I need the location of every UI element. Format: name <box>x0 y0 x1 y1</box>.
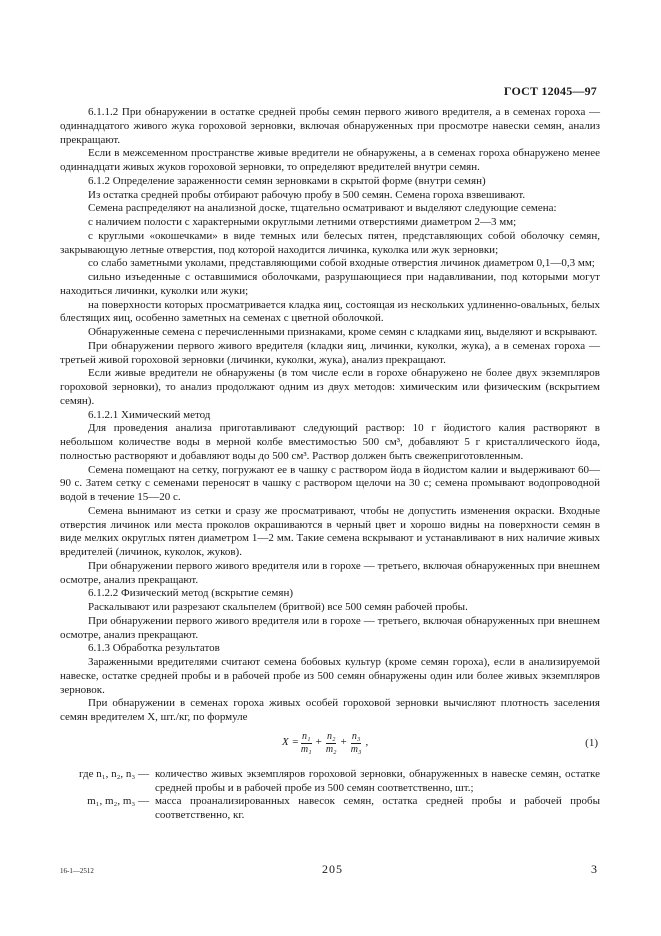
list-item: с наличием полости с характерными округлыми летними отверстиями диаметром 2—3 мм; <box>88 216 517 228</box>
paragraph: При обнаружении первого живого вредителя (кладки яиц, личинки, куколки, жука), а в семенах гороха — третьей живой гороховой зерновки (личинки, куколки, жука), анализ прекращают. <box>60 339 600 366</box>
document-body <box>60 106 600 823</box>
paragraph: При обнаружении первого живого вредителя или в горохе — третьего, включая обнаруженных при внешнем осмотре, анализ прекращают. <box>60 559 600 586</box>
legend-symbol: где n₁, n₂, n₃ — <box>79 767 149 780</box>
legend-row <box>60 795 600 823</box>
plus-sign: + <box>340 736 347 749</box>
paragraph: Раскалывают или разрезают скальпелем (бритвой) все 500 семян рабочей пробы. <box>88 601 468 613</box>
paragraph: При обнаружении первого живого вредителя или в горохе — третьего, включая обнаруженных при внешнем осмотре, анализ прекращают. <box>60 614 600 641</box>
fraction-numerator: n₂ <box>326 730 336 742</box>
fraction-3 <box>351 731 362 756</box>
paragraph: Из остатка средней пробы отбирают рабочую пробу в 500 семян. Семена гороха взвешивают. <box>88 188 526 201</box>
fraction-1 <box>301 731 312 756</box>
page-number-center: 205 <box>322 862 343 876</box>
paragraph: Если в межсеменном пространстве живые вредители не обнаружены, а в семенах гороха обнаружено менее одиннадцати живых жуков гороховой зерновки, то определяют вредителей внутри семян. <box>60 147 600 173</box>
formula-tail: , <box>365 736 369 749</box>
formula-expression <box>282 731 370 756</box>
fraction-2 <box>326 731 337 756</box>
page-number-right: 3 <box>591 862 597 876</box>
paragraph: Семена распределяют на анализной доске, тщательно осматривают и выделяют следующие семена: <box>88 202 557 215</box>
paragraph: Обнаруженные семена с перечисленными признаками, кроме семян с кладками яиц, выделяют и вскрывают. <box>88 326 598 338</box>
section-heading: 6.1.2.2 Физический метод (вскрытие семян) <box>88 587 293 600</box>
paragraph: Семена помещают на сетку, погружают ее в чашку с раствором йода в йодистом калии и выдерживают 60—90 с. Затем сетку с семенами переносят в чашку с раствором щелочи на 30 с; семена промывают водопроводной водой в течение 15—20 с. <box>60 463 600 503</box>
list-item: со слабо заметными уколами, представляющими собой входные отверстия личинок диаметром 0,1—0,3 мм; <box>88 257 595 270</box>
fraction-denominator: m₁ <box>300 743 312 755</box>
paragraph: Семена вынимают из сетки и сразу же просматривают, чтобы не допустить изменения окраски. Входные отверстия личинок или места проколов окрашиваются в черный цвет и хорошо видны на поверхности семян в виде мелких округлых пятен диаметром 1—2 мм. Такие семена вскрывают и устанавливают в них наличие живых вредителей (личинок, куколок, жуков). <box>60 504 600 558</box>
legend-row <box>60 768 600 796</box>
paragraph: Зараженными вредителями считают семена бобовых культур (кроме семян гороха), если в анализируемой навеске, остатке средней пробы и в рабочей пробе из 500 семян обнаружены один или более живых экземпляров зерновок. <box>60 656 600 696</box>
document-standard-title: ГОСТ 12045—97 <box>503 84 597 98</box>
list-item: сильно изъеденные с оставшимися оболочками, разрушающиеся при надавливании, под которыми могут находиться личинки, куколки или жуки; <box>60 271 600 297</box>
list-item: на поверхности которых просматривается кладка яиц, состоящая из нескольких удлиненно-овальных, белых блестящих яиц, особенно заметных на семенах с цветной оболочкой. <box>60 298 600 325</box>
formula <box>60 728 600 766</box>
legend-text: количество живых экземпляров гороховой зерновки, обнаруженных в навеске семян, остатке средней пробы и в рабочей пробе из 500 семян соответственно, шт.; <box>155 767 600 794</box>
equation-number: (1) <box>585 736 598 749</box>
paragraph: Для проведения анализа приготавливают следующий раствор: 10 г йодистого калия растворяют в небольшом количестве воды в мерной колбе вместимостью 500 см³, добавляют 5 г кристаллического йода, полностью растворяют и добавляют воды до 500 см³. Раствор должен быть свежеприготовленным. <box>60 422 600 462</box>
print-code: 16-1—2512 <box>60 867 94 875</box>
formula-lhs: X = <box>282 736 299 749</box>
formula-legend <box>60 768 600 823</box>
fraction-numerator: n₁ <box>302 730 311 742</box>
legend-text: масса проанализированных навесок семян, остатка средней пробы и рабочей пробы соответственно, кг. <box>155 795 600 821</box>
section-heading: 6.1.2 Определение зараженности семян зерновками в скрытой форме (внутри семян) <box>88 174 486 187</box>
paragraph: Если живые вредители не обнаружены (в том числе если в горохе обнаружено не более двух экземпляров гороховой зерновки), то анализ продолжают одним из двух методов: химическим или физическим (вскрытием семян). <box>60 367 600 407</box>
plus-sign: + <box>315 736 322 749</box>
section-heading: 6.1.3 Обработка результатов <box>88 642 220 655</box>
legend-symbol: m₁, m₂, m₃ — <box>87 795 149 808</box>
paragraph: 6.1.1.2 При обнаружении в остатке средней пробы семян первого живого вредителя, а в семенах гороха — одиннадцатого живого жука гороховой зерновки, включая обнаруженных при просмотре навески семян, анализ прекращают. <box>60 106 600 146</box>
list-item: с круглыми «окошечками» в виде темных или белесых пятен, представляющих собой оболочку семян, закрывающую летные отверстия, под которой находится личинка, куколка или жук зерновки; <box>60 229 600 256</box>
fraction-denominator: m₃ <box>350 743 362 755</box>
paragraph: При обнаружении в семенах гороха живых особей гороховой зерновки вычисляют плотность заселения семян вредителем X, шт./кг, по формуле <box>60 697 600 723</box>
fraction-numerator: n₃ <box>351 730 361 742</box>
fraction-denominator: m₂ <box>325 743 337 755</box>
section-heading: 6.1.2.1 Химический метод <box>88 408 211 421</box>
